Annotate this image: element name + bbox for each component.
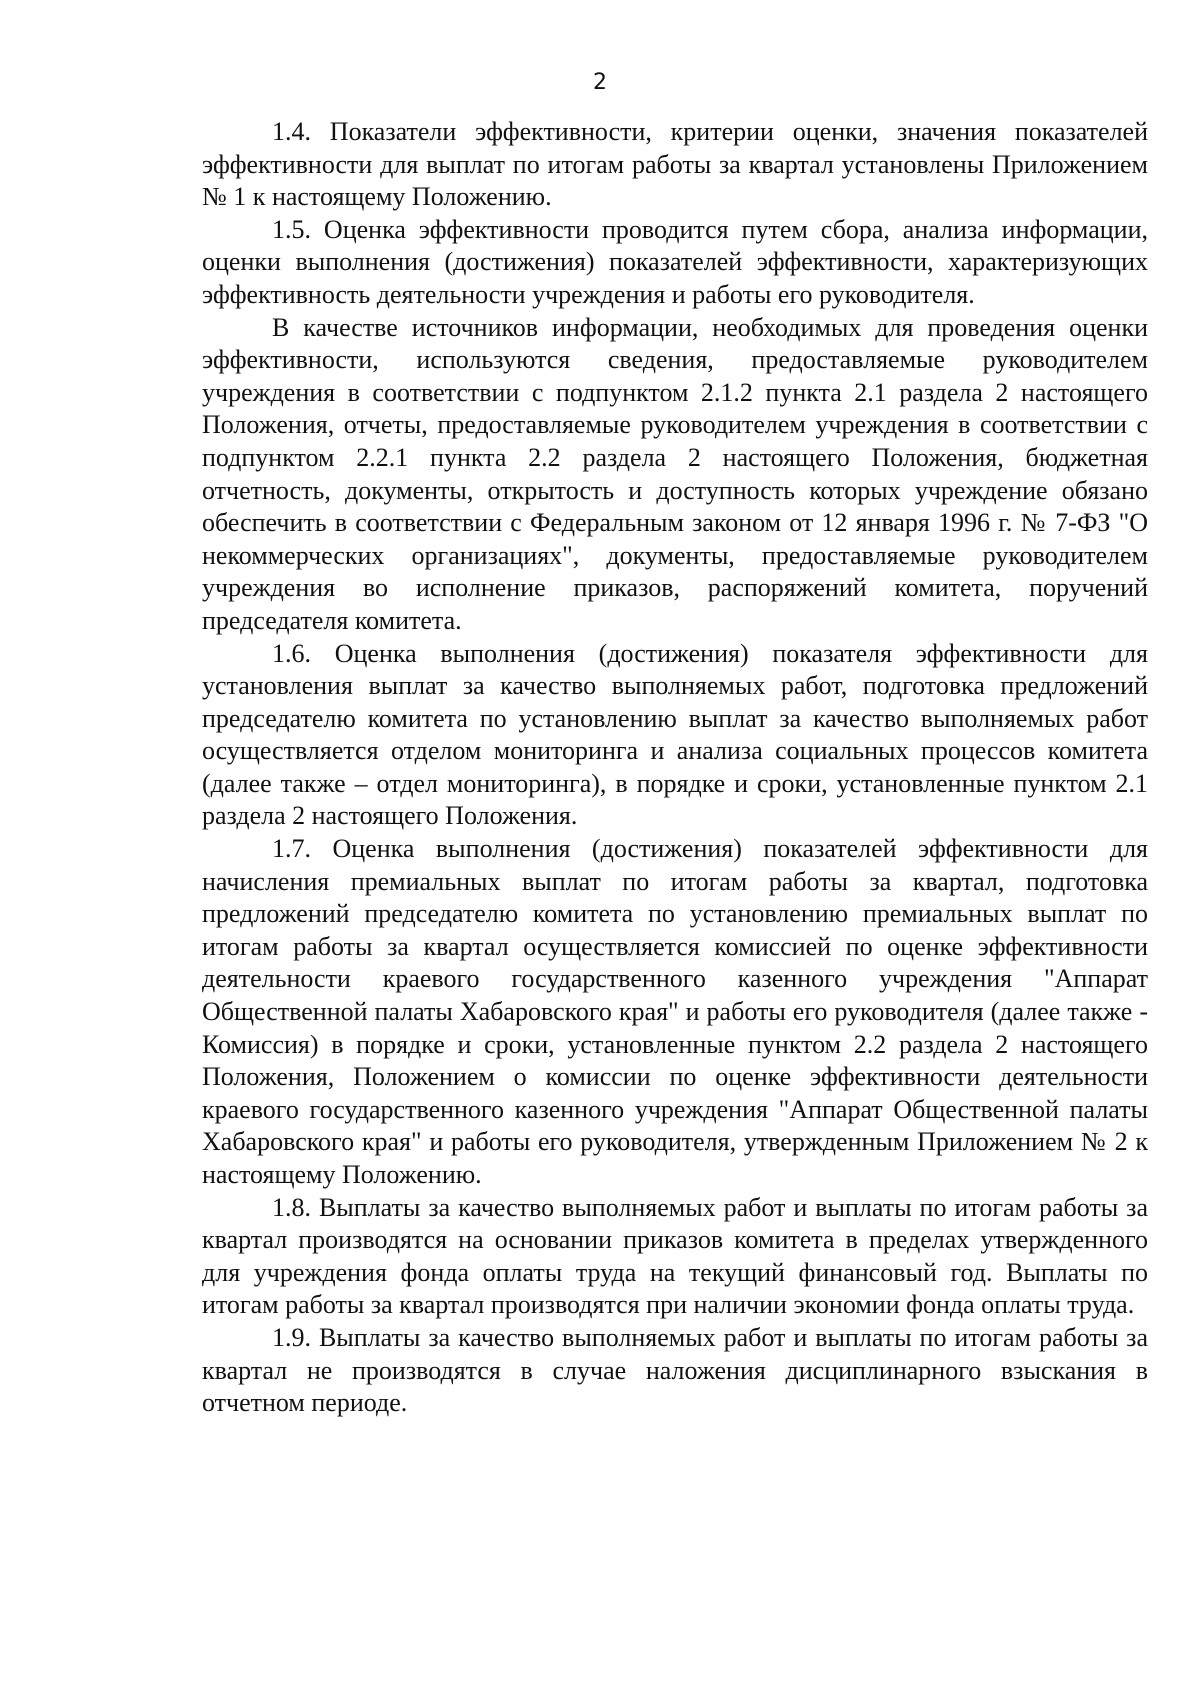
paragraph-1-9: 1.9. Выплаты за качество выполняемых работ и выплаты по итогам работы за квартал не производятся в случае наложения дисциплинарного взыскания в отчетном периоде. — [202, 1322, 1148, 1418]
paragraph-1-4: 1.4. Показатели эффективности, критерии оценки, значения показателей эффективности для выплат по итогам работы за квартал установлены Приложением № 1 к настоящему Положению. — [202, 117, 1148, 212]
paragraph-1-5: 1.5. Оценка эффективности проводится путем сбора, анализа информации, оценки выполнения (достижения) показателей эффективности, характеризующих эффективность деятельности учреждения и работы его руководителя. — [202, 214, 1148, 309]
paragraph-1-6: 1.6. Оценка выполнения (достижения) показателя эффективности для установления выплат за качество выполняемых работ, подготовка предложений председателю комитета по установлению выплат за качество выполняемых работ осуществляется отделом мониторинга и анализа социальных процессов комитета (далее также – отдел мониторинга), в порядке и сроки, установленные пунктом 2.1 раздела 2 настоящего Положения. — [202, 638, 1148, 831]
document-body — [202, 116, 1148, 1420]
paragraph-1-8: 1.8. Выплаты за качество выполняемых работ и выплаты по итогам работы за квартал производятся на основании приказов комитета в пределах утвержденного для учреждения фонда оплаты труда на текущий финансовый год. Выплаты по итогам работы за квартал производятся при наличии экономии фонда оплаты труда. — [202, 1192, 1148, 1320]
page-number: 2 — [593, 70, 607, 95]
paragraph-information-sources: В качестве источников информации, необходимых для проведения оценки эффективности, используются сведения, предоставляемые руководителем учреждения в соответствии с подпунктом 2.1.2 пункта 2.1 раздела 2 настоящего Положения, отчеты, предоставляемые руководителем учреждения в соответствии с подпунктом 2.2.1 пункта 2.2 раздела 2 настоящего Положения, бюджетная отчетность, документы, открытость и доступность которых учреждение обязано обеспечить в соответствии с Федеральным законом от 12 января 1996 г. № 7-ФЗ "О некоммерческих организациях", документы, предоставляемые руководителем учреждения во исполнение приказов, распоряжений комитета, поручений председателя комитета. — [202, 312, 1148, 635]
paragraph-1-7: 1.7. Оценка выполнения (достижения) показателей эффективности для начисления премиальных выплат по итогам работы за квартал, подготовка предложений председателю комитета по установлению премиальных выплат по итогам работы за квартал осуществляется комиссией по оценке эффективности деятельности краевого государственного казенного учреждения "Аппарат Общественной палаты Хабаровского края" и работы его руководителя (далее также - Комиссия) в порядке и сроки, установленные пунктом 2.2 раздела 2 настоящего Положения, Положением о комиссии по оценке эффективности деятельности краевого государственного казенного учреждения "Аппарат Общественной палаты Хабаровского края" и работы его руководителя, утвержденным Приложением № 2 к настоящему Положению. — [202, 834, 1148, 1189]
